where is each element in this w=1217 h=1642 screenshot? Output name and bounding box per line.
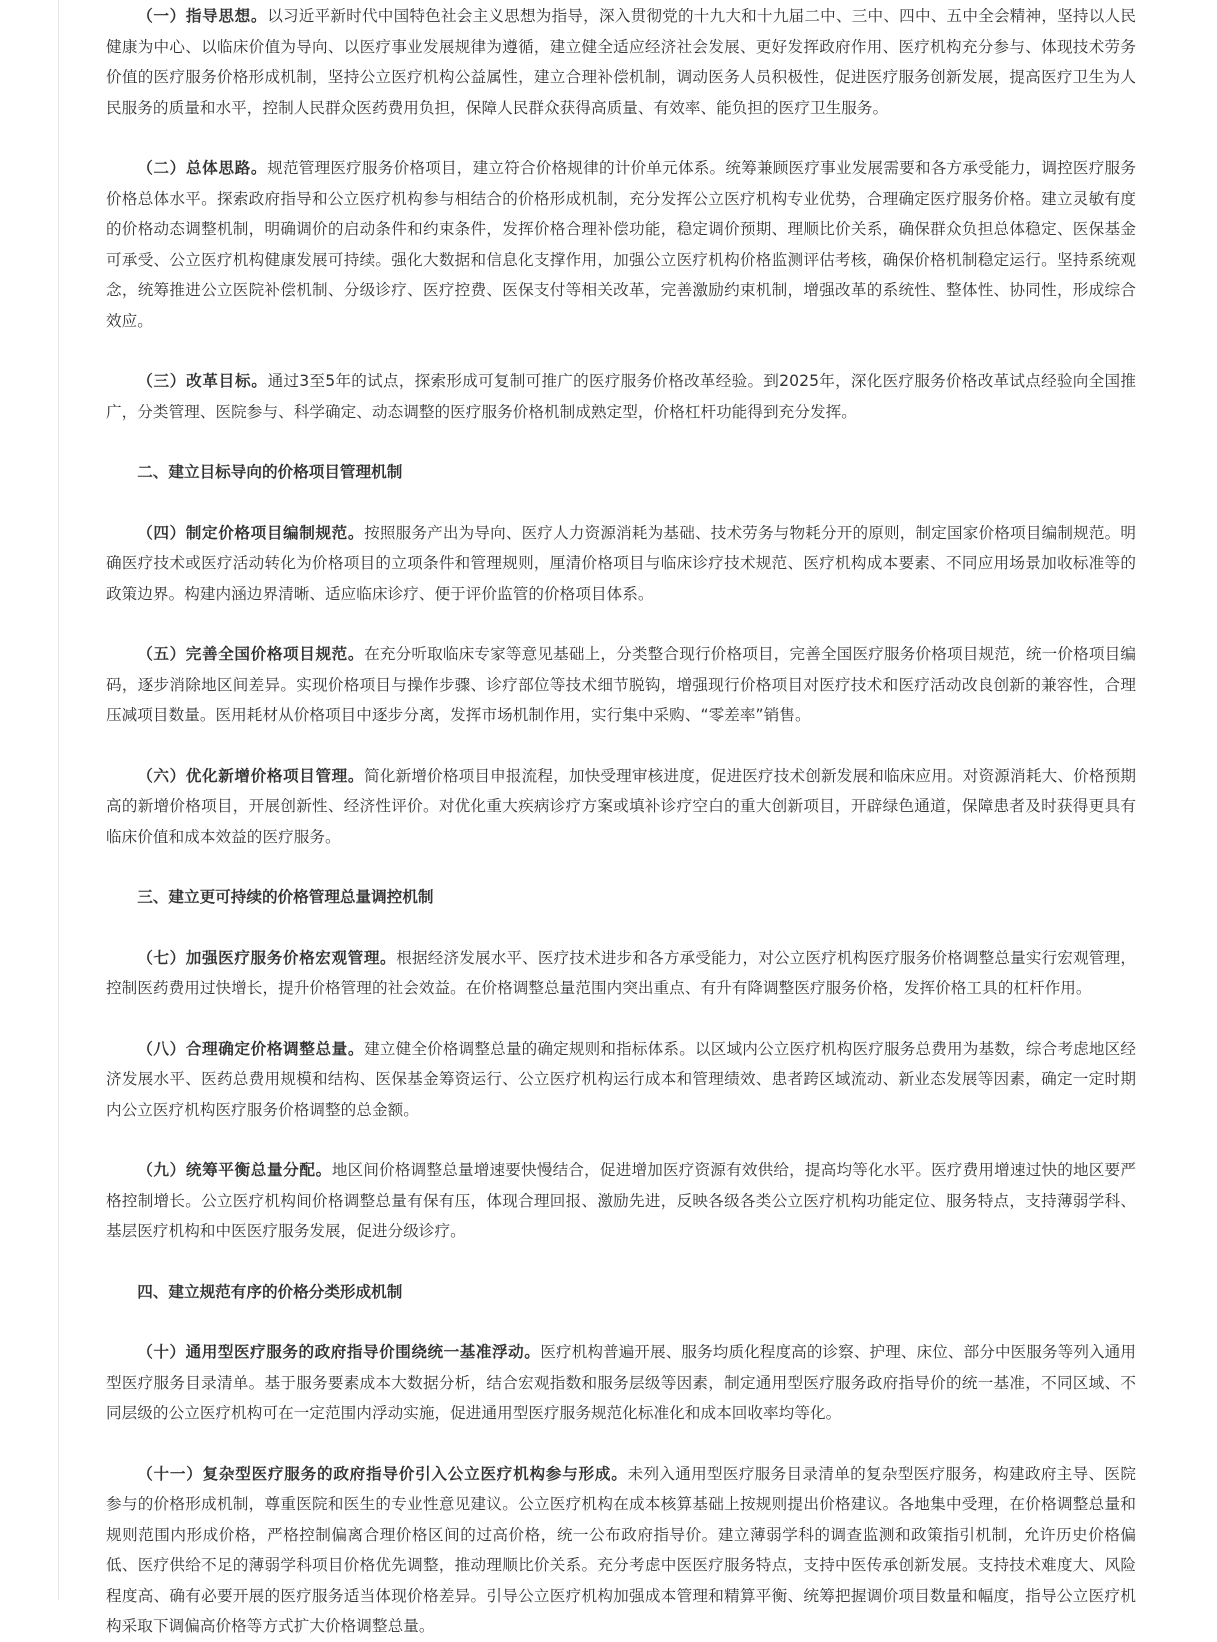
paragraph-reform-goals (106, 366, 1136, 427)
paragraph-text: 医疗机构普遍开展、服务均质化程度高的诊察、护理、床位、部分中医服务等列入通用型医疗服务目录清单。基于服务要素成本大数据分析，结合宏观指数和服务层级等因素，制定通用型医疗服务政府指导价的统一基准，不同区域、不同层级的公立医疗机构可在一定范围内浮动实施，促进通用型医疗服务规范化标准化和成本回收率均等化。 (106, 1343, 1136, 1422)
paragraph-text: 按照服务产出为导向、医疗人力资源消耗为基础、技术劳务与物耗分开的原则，制定国家价格项目编制规范。明确医疗技术或医疗活动转化为价格项目的立项条件和管理规则，厘清价格项目与临床诊疗技术规范、医疗机构成本要素、不同应用场景加收标准等的政策边界。构建内涵边界清晰、适应临床诊疗、便于评价监管的价格项目体系。 (106, 523, 1136, 603)
paragraph-text: 规范管理医疗服务价格项目，建立符合价格规律的计价单元体系。统筹兼顾医疗事业发展需要和各方承受能力，调控医疗服务价格总体水平。探索政府指导和公立医疗机构参与相结合的价格形成机制，充分发挥公立医疗机构专业优势，合理确定医疗服务价格。建立灵敏有度的价格动态调整机制，明确调价的启动条件和约束条件，发挥价格合理补偿功能，稳定调价预期、理顺比价关系，确保群众负担总体稳定、医保基金可承受、公立医疗机构健康发展可持续。强化大数据和信息化支撑作用，加强公立医疗机构价格监测评估考核，确保价格机制稳定运行。坚持系统观念，统筹推进公立医院补偿机制、分级诊疗、医疗控费、医保支付等相关改革，完善激励约束机制，增强改革的系统性、整体性、协同性，形成综合效应。 (106, 159, 1136, 330)
paragraph-lead: （九）统筹平衡总量分配。 (137, 1160, 332, 1179)
paragraph-lead: （一）指导思想。 (137, 6, 268, 25)
paragraph-text: 通过3至5年的试点，探索形成可复制可推广的医疗服务价格改革经验。到2025年，深化医疗服务价格改革试点经验向全国推广，分类管理、医院参与、科学确定、动态调整的医疗服务价格机制成熟定型，价格杠杆功能得到充分发挥。 (106, 372, 1136, 421)
paragraph-item-9 (106, 1155, 1136, 1247)
paragraph-item-4 (106, 518, 1136, 610)
paragraph-overall-approach (106, 153, 1136, 336)
paragraph-lead: （七）加强医疗服务价格宏观管理。 (137, 947, 397, 967)
paragraph-lead: （六）优化新增价格项目管理。 (137, 765, 365, 785)
paragraph-text: 未列入通用型医疗服务目录清单的复杂型医疗服务，构建政府主导、医院参与的价格形成机制，尊重医院和医生的专业性意见建议。公立医疗机构在成本核算基础上按规则提出价格建议。各地集中受理，在价格调整总量和规则范围内形成价格，严格控制偏离合理价格区间的过高价格，统一公布政府指导价。建立薄弱学科的调查监测和政策指引机制，允许历史价格偏低、医疗供给不足的薄弱学科项目价格优先调整，推动理顺比价关系。充分考虑中医医疗服务特点，支持中医传承创新发展。支持技术难度大、风险程度高、确有必要开展的医疗服务适当体现价格差异。引导公立医疗机构加强成本管理和精算平衡、统筹把握调价项目数量和幅度，指导公立医疗机构采取下调偏高价格等方式扩大价格调整总量。 (106, 1464, 1136, 1635)
paragraph-text: 以习近平新时代中国特色社会主义思想为指导，深入贯彻党的十九大和十九届二中、三中、四中、五中全会精神，坚持以人民健康为中心、以临床价值为导向、以医疗事业发展规律为遵循，建立健全适应经济社会发展、更好发挥政府作用、医疗机构充分参与、体现技术劳务价值的医疗服务价格形成机制，坚持公立医疗机构公益属性，建立合理补偿机制，调动医务人员积极性，促进医疗服务创新发展，提高医疗卫生为人民服务的质量和水平，控制人民群众医药费用负担，保障人民群众获得高质量、有效率、能负担的医疗卫生服务。 (106, 7, 1136, 117)
paragraph-item-11 (106, 1459, 1136, 1642)
paragraph-text: 地区间价格调整总量增速要快慢结合，促进增加医疗资源有效供给，提高均等化水平。医疗费用增速过快的地区要严格控制增长。公立医疗机构间价格调整总量有保有压，体现合理回报、激励先进，反映各级各类公立医疗机构功能定位、服务特点，支持薄弱学科、基层医疗机构和中医医疗服务发展，促进分级诊疗。 (106, 1161, 1136, 1240)
section-heading-4: 四、建立规范有序的价格分类形成机制 (137, 1282, 403, 1301)
paragraph-lead: （八）合理确定价格调整总量。 (137, 1038, 365, 1058)
paragraph-lead: （二）总体思路。 (137, 158, 268, 177)
paragraph-item-6 (106, 761, 1136, 853)
paragraph-guiding-ideology (106, 1, 1136, 123)
paragraph-item-7 (106, 943, 1136, 1004)
section-heading-3: 三、建立更可持续的价格管理总量调控机制 (137, 888, 434, 906)
paragraph-lead: （五）完善全国价格项目规范。 (137, 644, 365, 663)
paragraph-lead: （三）改革目标。 (137, 371, 268, 390)
paragraph-item-5 (106, 639, 1136, 731)
paragraph-item-10 (106, 1337, 1136, 1429)
paragraph-lead: （四）制定价格项目编制规范。 (137, 522, 365, 542)
article-body (106, 0, 1136, 1642)
paragraph-lead: （十一）复杂型医疗服务的政府指导价引入公立医疗机构参与形成。 (137, 1463, 628, 1483)
paragraph-text: 简化新增价格项目申报流程，加快受理审核进度，促进医疗技术创新发展和临床应用。对资源消耗大、价格预期高的新增价格项目，开展创新性、经济性评价。对优化重大疾病诊疗方案或填补诊疗空白的重大创新项目，开辟绿色通道，保障患者及时获得更具有临床价值和成本效益的医疗服务。 (106, 766, 1136, 846)
section-heading-2: 二、建立目标导向的价格项目管理机制 (137, 463, 403, 481)
left-border-line (58, 0, 59, 1600)
paragraph-lead: （十）通用型医疗服务的政府指导价围绕统一基准浮动。 (137, 1342, 541, 1361)
paragraph-text: 在充分听取临床专家等意见基础上，分类整合现行价格项目，完善全国医疗服务价格项目规范，统一价格项目编码，逐步消除地区间差异。实现价格项目与操作步骤、诊疗部位等技术细节脱钩，增强现行价格项目对医疗技术和医疗活动改良创新的兼容性，合理压减项目数量。医用耗材从价格项目中逐步分离，发挥市场机制作用，实行集中采购、“零差率”销售。 (106, 645, 1136, 724)
paragraph-item-8 (106, 1034, 1136, 1126)
paragraph-text: 建立健全价格调整总量的确定规则和指标体系。以区域内公立医疗机构医疗服务总费用为基数，综合考虑地区经济发展水平、医药总费用规模和结构、医保基金筹资运行、公立医疗机构运行成本和管理绩效、患者跨区域流动、新业态发展等因素，确定一定时期内公立医疗机构医疗服务价格调整的总金额。 (106, 1039, 1136, 1119)
paragraph-text: 根据经济发展水平、医疗技术进步和各方承受能力，对公立医疗机构医疗服务价格调整总量实行宏观管理，控制医药费用过快增长，提升价格管理的社会效益。在价格调整总量范围内突出重点、有升有降调整医疗服务价格，发挥价格工具的杠杆作用。 (106, 948, 1136, 997)
